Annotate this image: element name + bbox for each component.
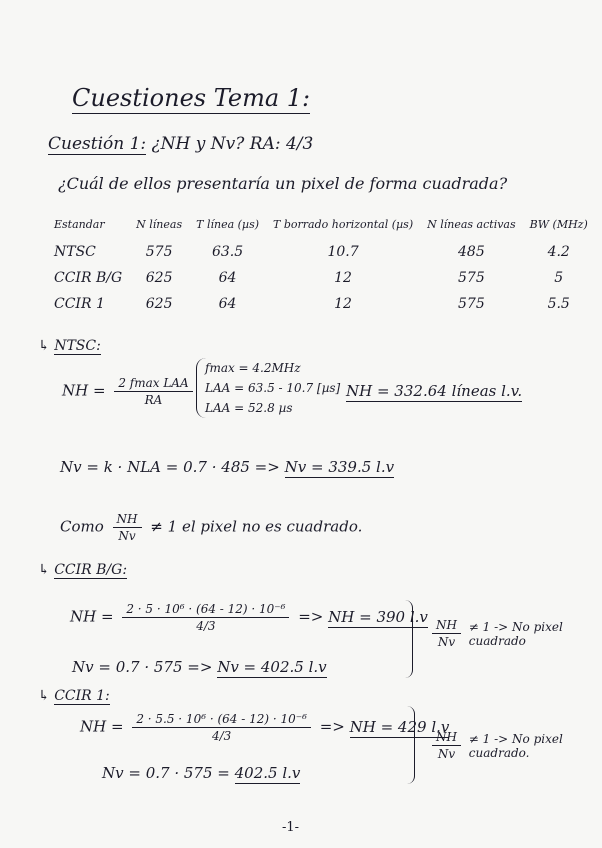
fraction-denominator: 4/3 <box>211 729 232 743</box>
table-cell: 485 <box>458 244 485 260</box>
ccir-1-label: CCIR 1: <box>54 688 110 704</box>
table-cell: 5 <box>554 270 564 286</box>
table-cell: 64 <box>218 270 237 286</box>
ratio-fraction <box>113 512 142 543</box>
table-cell: CCIR 1 <box>54 296 105 312</box>
nv-result-text: Nv = 402.5 l.v <box>217 658 327 676</box>
ccir-1-section-heading <box>38 688 110 704</box>
standards-table <box>52 218 595 317</box>
side-note-text: ≠ 1 -> No pixel cuadrado <box>468 619 563 648</box>
fraction-denominator: RA <box>144 393 163 407</box>
implies-arrow: => <box>298 607 324 626</box>
table-cell: 575 <box>145 244 173 260</box>
table-header-row <box>52 218 595 239</box>
col-t-borrado: T borrado horizontal (µs) <box>273 218 414 231</box>
fraction-denominator: Nv <box>437 747 456 761</box>
arrow-icon: ↳ <box>38 338 50 354</box>
question-text: ¿Cuál de ellos presentaría un pixel de forma cuadrada? <box>58 174 508 193</box>
arrow-icon: ↳ <box>38 562 50 578</box>
nh-lhs: NH = <box>70 607 114 626</box>
fraction-denominator: 4/3 <box>196 619 216 633</box>
ccir-1-right-brace <box>402 706 415 784</box>
col-bw: BW (MHz) <box>529 218 588 231</box>
nh-result-text: NH = 332.64 líneas l.v. <box>346 382 523 400</box>
fraction-numerator: NH <box>432 730 461 746</box>
nh-result-text: NH = 429 l.v <box>349 717 450 736</box>
nh-fraction <box>122 602 289 633</box>
nh-fraction <box>114 376 192 407</box>
col-estandar: Estandar <box>54 218 105 231</box>
ntsc-label: NTSC: <box>54 338 101 354</box>
nv-result-text: 402.5 l.v <box>234 764 301 782</box>
table-cell: 575 <box>458 296 485 312</box>
ntsc-section-heading <box>38 338 101 354</box>
col-n-lineas-activas: N líneas activas <box>427 218 516 231</box>
implies-arrow: => <box>319 717 345 736</box>
ccir-bg-label: CCIR B/G: <box>54 562 128 578</box>
fraction-numerator: 2 · 5 · 10⁶ · (64 - 12) · 10⁻⁶ <box>122 602 289 618</box>
conclusion-text: ≠ 1 el pixel no es cuadrado. <box>150 517 363 536</box>
fraction-numerator: 2 fmax LAA <box>114 376 192 392</box>
side-fraction <box>432 730 461 761</box>
ntsc-nh-formula <box>62 376 197 407</box>
nv-result-text: Nv = 339.5 l.v <box>284 458 395 476</box>
brace-line: LAA = 52.8 µs <box>205 401 293 415</box>
table-cell: 4.2 <box>547 244 570 260</box>
table-cell: 625 <box>145 270 173 286</box>
question-label: Cuestión 1: <box>48 134 147 154</box>
ccir-bg-section-heading <box>38 562 127 578</box>
side-note-text: ≠ 1 -> No pixel cuadrado. <box>468 731 563 760</box>
nv-equation: Nv = k · NLA = 0.7 · 485 => <box>60 458 280 476</box>
nh-result-text: NH = 390 l.v <box>328 607 428 626</box>
nh-lhs: NH = <box>62 381 106 400</box>
ccir-bg-nv-formula <box>72 658 327 676</box>
table-cell: 63.5 <box>211 244 244 260</box>
table-row <box>52 239 595 265</box>
ntsc-parameters-brace <box>196 358 340 418</box>
col-n-lineas: N líneas <box>136 218 183 231</box>
brace-line: fmax = 4.2MHz <box>205 361 301 375</box>
ccir-bg-side-note <box>428 618 579 649</box>
nh-lhs: NH = <box>80 717 124 736</box>
ntsc-conclusion <box>60 512 362 543</box>
table-cell: 64 <box>218 296 237 312</box>
ccir-1-nh-formula <box>80 712 449 743</box>
arrow-icon: ↳ <box>38 688 50 704</box>
question-header-rest: ¿NH y Nv? RA: 4/3 <box>151 134 314 154</box>
page-title: Cuestiones Tema 1: <box>72 84 311 112</box>
como-word: Como <box>60 517 104 536</box>
table-cell: 10.7 <box>327 244 359 260</box>
table-cell: CCIR B/G <box>54 270 123 286</box>
ccir-1-nv-formula <box>102 764 300 782</box>
brace-line: LAA = 63.5 - 10.7 [µs] <box>205 381 341 395</box>
ntsc-nh-result <box>346 382 522 400</box>
ccir-bg-nh-formula <box>70 602 428 633</box>
ntsc-nv-formula <box>60 458 394 476</box>
fraction-numerator: NH <box>113 512 142 528</box>
ccir-1-side-note <box>428 730 579 761</box>
table-cell: 12 <box>334 296 352 312</box>
nh-fraction <box>132 712 311 743</box>
table-cell: NTSC <box>54 244 96 260</box>
fraction-numerator: 2 · 5.5 · 10⁶ · (64 - 12) · 10⁻⁶ <box>132 712 311 728</box>
table-cell: 5.5 <box>547 296 570 312</box>
table-row <box>52 291 595 317</box>
col-t-linea: T línea (µs) <box>196 218 260 231</box>
side-fraction <box>432 618 461 649</box>
page-number: -1- <box>282 820 300 835</box>
fraction-numerator: NH <box>432 618 461 634</box>
ccir-bg-right-brace <box>400 600 413 678</box>
table-cell: 575 <box>458 270 485 286</box>
table-cell: 12 <box>334 270 352 286</box>
nv-equation: Nv = 0.7 · 575 = <box>102 764 230 782</box>
nv-equation: Nv = 0.7 · 575 => <box>72 658 213 676</box>
fraction-denominator: Nv <box>118 529 136 543</box>
question-header <box>48 134 313 154</box>
table-cell: 625 <box>145 296 173 312</box>
fraction-denominator: Nv <box>437 635 456 649</box>
table-row <box>52 265 595 291</box>
